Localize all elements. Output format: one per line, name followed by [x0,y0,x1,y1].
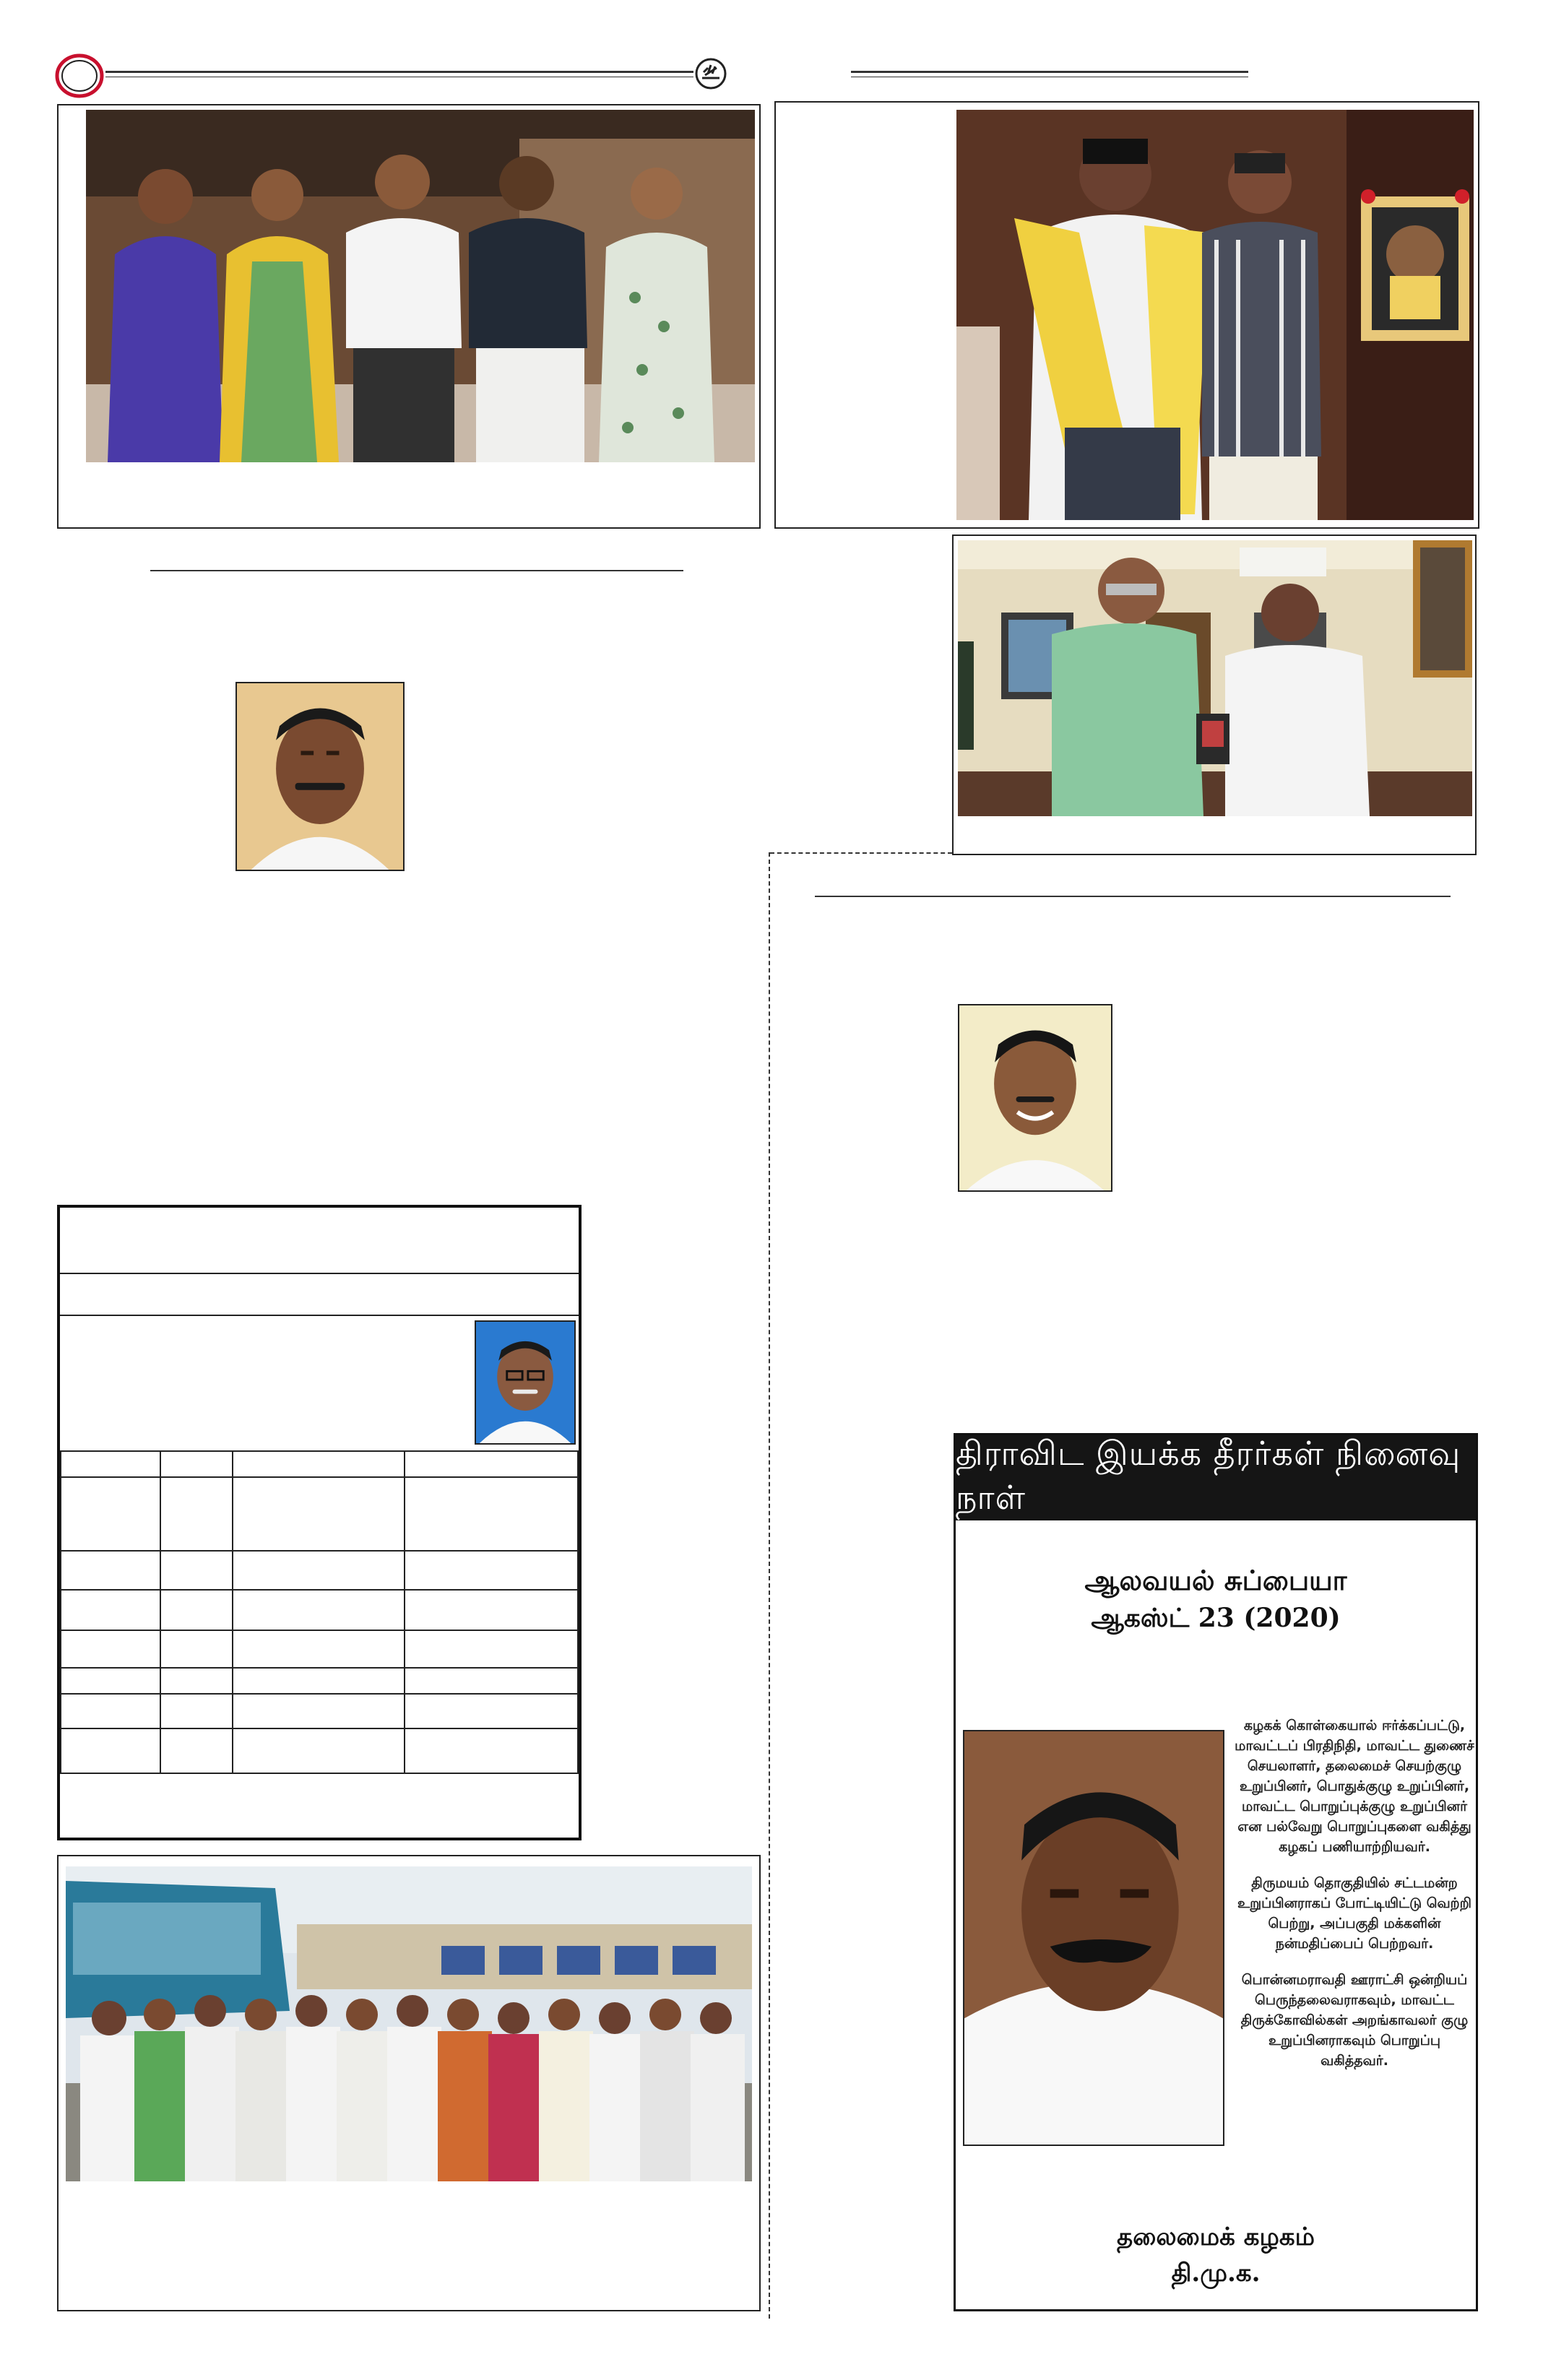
memorial-person-name: ஆலவயல் சுப்பையா [1084,1564,1347,1596]
rising-sun-icon [695,58,727,90]
memorial-date: ஆகஸ்ட் 23 (2020) [1091,1603,1341,1633]
memorial-heading: திராவிட இயக்க தீரர்கள் நினைவு நாள் [956,1435,1476,1520]
dotted-column-divider-horizontal [770,852,952,854]
info-table-box [57,1205,582,1840]
signature-party: தி.மு.க. [1171,2259,1261,2288]
top-left-photo-frame [57,104,761,529]
masthead-logo [55,53,104,98]
signature-headquarters: தலைமைக் கழகம் [1117,2223,1315,2251]
schedule-table [60,1450,579,1774]
bio-paragraph-1: கழகக் கொள்கையால் ஈர்க்கப்பட்டு, மாவட்டப் பிரதிநிதி, மாவட்ட துணைச் செயலாளர், தலைமைச் செயற்குழு உறுப்பினர், பொதுக்குழு உறுப்பினர், மாவட்ட பொறுப்புக்குழு உறுப்பினர் என பல்வேறு பொறுப்புகளை வகித்து கழகப் பணியாற்றியவர். [1235,1718,1474,1855]
memorial-box [954,1433,1478,2311]
group-photo-five-people [86,110,755,462]
masthead-rule-right [851,71,1248,73]
portrait-smiling-man [958,1004,1112,1192]
bottom-left-photo-frame [57,1855,761,2311]
bio-paragraph-3: பொன்னமராவதி ஊராட்சி ஒன்றியப் பெருந்தலைவராகவும், மாவட்ட திருக்கோவில்கள் அறங்காவலர் குழு உறுப்பினராகவும் பொறுப்பு வகித்தவர். [1240,1972,1469,2069]
memento-exchange-photo [958,540,1472,816]
dotted-column-divider-vertical [769,852,770,2319]
memento-photo-frame [952,535,1477,855]
bio-paragraph-2: திருமயம் தொகுதியில் சட்டமன்ற உறுப்பினராகப் போட்டியிட்டு வெற்றி பெற்று, அப்பகுதி மக்களின் நன்மதிப்பைப் பெற்றவர். [1237,1875,1471,1952]
section-rule-right [815,896,1451,897]
memorial-portrait [963,1730,1224,2146]
info-box-subheader-rule [60,1315,579,1316]
bus-launch-crowd-photo [66,1866,752,2181]
portrait-spectacles-man [475,1320,576,1445]
felicitation-shawl-photo [956,110,1474,520]
memorial-biography [1233,1715,1476,2163]
masthead-rule-left [105,71,693,73]
top-right-photo-frame [774,101,1479,529]
portrait-mustache-man [235,682,405,871]
section-rule-left [150,570,683,571]
info-box-header-rule [60,1273,579,1274]
